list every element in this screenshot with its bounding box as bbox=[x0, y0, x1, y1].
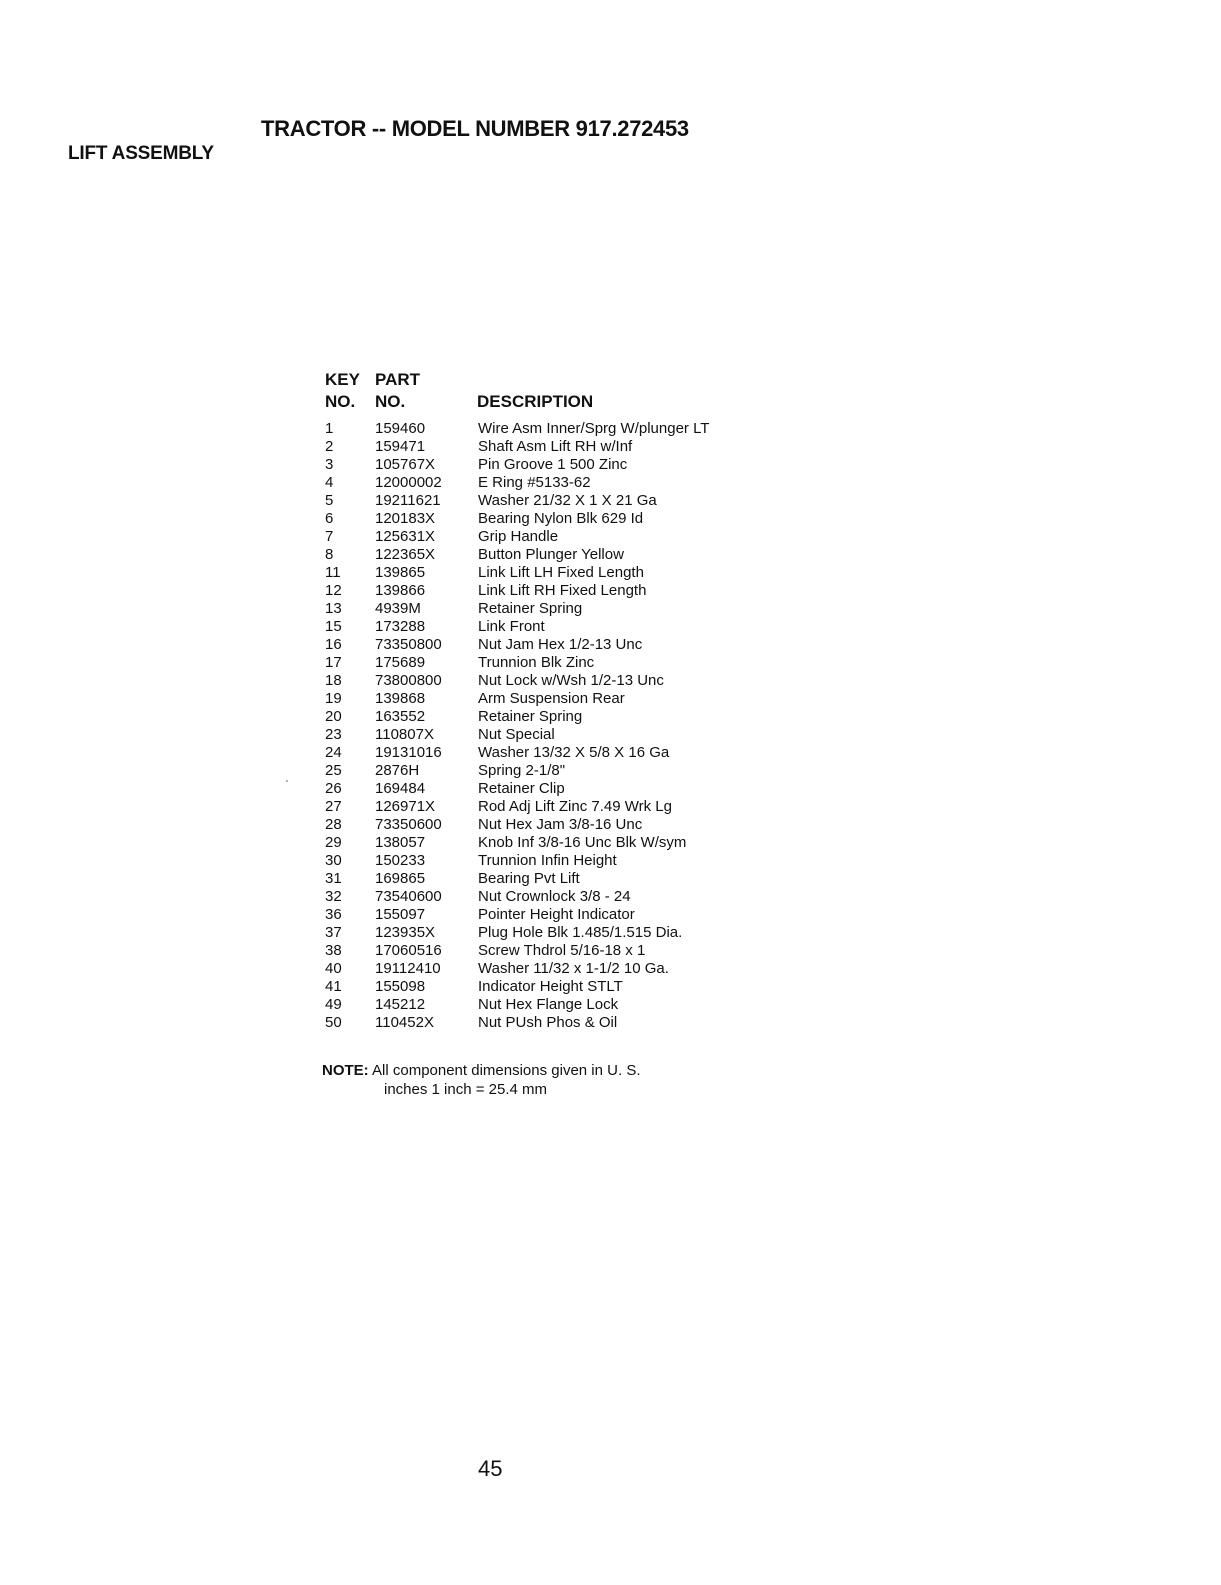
key-no-cell: 40 bbox=[325, 960, 342, 977]
table-row bbox=[325, 528, 765, 546]
section-title: LIFT ASSEMBLY bbox=[68, 143, 214, 164]
key-no-cell: 19 bbox=[325, 690, 342, 707]
page-number: 45 bbox=[478, 1456, 503, 1481]
part-no-cell: 163552 bbox=[375, 708, 426, 725]
description-cell: Retainer Clip bbox=[478, 780, 565, 797]
part-no-cell: 139868 bbox=[375, 690, 426, 707]
description-cell: Knob Inf 3/8-16 Unc Blk W/sym bbox=[478, 834, 687, 851]
description-cell: Retainer Spring bbox=[478, 600, 583, 617]
table-row bbox=[325, 1014, 765, 1032]
key-no-cell: 26 bbox=[325, 780, 342, 797]
key-no-cell: 20 bbox=[325, 708, 342, 725]
key-no-cell: 4 bbox=[325, 474, 334, 491]
part-no-cell: 169865 bbox=[375, 870, 426, 887]
part-no-cell: 139865 bbox=[375, 564, 426, 581]
description-cell: Shaft Asm Lift RH w/Inf bbox=[478, 438, 633, 455]
description-cell: Button Plunger Yellow bbox=[478, 546, 624, 563]
key-no-cell: 37 bbox=[325, 924, 342, 941]
description-cell: Retainer Spring bbox=[478, 708, 583, 725]
key-no-cell: 12 bbox=[325, 582, 342, 599]
description-cell: Nut Lock w/Wsh 1/2-13 Unc bbox=[478, 672, 664, 689]
key-no-cell: 8 bbox=[325, 546, 334, 563]
part-no-cell: 110807X bbox=[375, 726, 434, 743]
key-no-cell: 29 bbox=[325, 834, 342, 851]
table-row bbox=[325, 762, 765, 780]
key-no-cell: 24 bbox=[325, 744, 342, 761]
table-row bbox=[325, 582, 765, 600]
part-no-cell: 2876H bbox=[375, 762, 420, 779]
header-part-line1: PART bbox=[375, 370, 421, 389]
description-cell: Trunnion Blk Zinc bbox=[478, 654, 595, 671]
description-cell: Washer 11/32 x 1-1/2 10 Ga. bbox=[478, 960, 669, 977]
key-no-cell: 28 bbox=[325, 816, 342, 833]
table-row bbox=[325, 780, 765, 798]
key-no-cell: 2 bbox=[325, 438, 334, 455]
key-no-cell: 31 bbox=[325, 870, 342, 887]
key-no-cell: 13 bbox=[325, 600, 342, 617]
table-row bbox=[325, 906, 765, 924]
key-no-cell: 23 bbox=[325, 726, 342, 743]
part-no-cell: 155098 bbox=[375, 978, 426, 995]
key-no-cell: 11 bbox=[325, 564, 341, 581]
table-row bbox=[325, 924, 765, 942]
description-cell: Screw Thdrol 5/16-18 x 1 bbox=[478, 942, 646, 959]
part-no-cell: 17060516 bbox=[375, 942, 442, 959]
note-label: NOTE: bbox=[322, 1062, 369, 1079]
part-no-cell: 169484 bbox=[375, 780, 426, 797]
table-row bbox=[325, 996, 765, 1014]
description-cell: Bearing Nylon Blk 629 Id bbox=[478, 510, 644, 527]
table-row bbox=[325, 564, 765, 582]
table-row bbox=[325, 978, 765, 996]
table-row bbox=[325, 456, 765, 474]
note-line1: All component dimensions given in U. S. bbox=[372, 1062, 641, 1079]
note bbox=[322, 1061, 641, 1099]
key-no-cell: 18 bbox=[325, 672, 342, 689]
table-row bbox=[325, 438, 765, 456]
part-no-cell: 105767X bbox=[375, 456, 436, 473]
part-no-cell: 175689 bbox=[375, 654, 426, 671]
table-row bbox=[325, 654, 765, 672]
key-no-cell: 25 bbox=[325, 762, 342, 779]
table-row bbox=[325, 510, 765, 528]
part-no-cell: 120183X bbox=[375, 510, 436, 527]
key-no-cell: 7 bbox=[325, 528, 334, 545]
description-cell: Washer 13/32 X 5/8 X 16 Ga bbox=[478, 744, 670, 761]
key-no-cell: 41 bbox=[325, 978, 342, 995]
part-no-cell: 138057 bbox=[375, 834, 426, 851]
part-no-cell: 155097 bbox=[375, 906, 426, 923]
key-no-cell: 3 bbox=[325, 456, 334, 473]
description-cell: Bearing Pvt Lift bbox=[478, 870, 580, 887]
description-cell: Indicator Height STLT bbox=[478, 978, 623, 995]
table-row bbox=[325, 888, 765, 906]
description-cell: Grip Handle bbox=[478, 528, 559, 545]
part-no-cell: 110452X bbox=[375, 1014, 434, 1031]
header-description: DESCRIPTION bbox=[477, 392, 594, 411]
scan-speck bbox=[286, 780, 288, 782]
part-no-cell: 139866 bbox=[375, 582, 426, 599]
description-cell: Nut Crownlock 3/8 - 24 bbox=[478, 888, 631, 905]
table-row bbox=[325, 492, 765, 510]
part-no-cell: 73800800 bbox=[375, 672, 442, 689]
part-no-cell: 145212 bbox=[375, 996, 426, 1013]
part-no-cell: 19131016 bbox=[375, 744, 442, 761]
part-no-cell: 159460 bbox=[375, 420, 426, 437]
key-no-cell: 30 bbox=[325, 852, 342, 869]
table-row bbox=[325, 798, 765, 816]
key-no-cell: 27 bbox=[325, 798, 342, 815]
header-key-line1: KEY bbox=[325, 370, 360, 389]
table-row bbox=[325, 690, 765, 708]
table-row bbox=[325, 708, 765, 726]
table-row bbox=[325, 618, 765, 636]
description-cell: Spring 2-1/8" bbox=[478, 762, 566, 779]
table-row bbox=[325, 474, 765, 492]
part-no-cell: 126971X bbox=[375, 798, 436, 815]
part-no-cell: 19112410 bbox=[375, 960, 441, 977]
table-row bbox=[325, 744, 765, 762]
description-cell: Link Lift RH Fixed Length bbox=[478, 582, 647, 599]
description-cell: Nut Hex Flange Lock bbox=[478, 996, 619, 1013]
part-no-cell: 4939M bbox=[375, 600, 421, 617]
key-no-cell: 17 bbox=[325, 654, 342, 671]
table-row bbox=[325, 942, 765, 960]
part-no-cell: 123935X bbox=[375, 924, 436, 941]
part-no-cell: 73350600 bbox=[375, 816, 442, 833]
description-cell: Wire Asm Inner/Sprg W/plunger LT bbox=[478, 420, 710, 437]
description-cell: Washer 21/32 X 1 X 21 Ga bbox=[478, 492, 657, 509]
table-row bbox=[325, 834, 765, 852]
note-line2: inches 1 inch = 25.4 mm bbox=[384, 1081, 548, 1098]
page-title: TRACTOR -- MODEL NUMBER 917.272453 bbox=[261, 116, 689, 141]
table-row bbox=[325, 420, 765, 438]
part-no-cell: 12000002 bbox=[375, 474, 442, 491]
description-cell: Plug Hole Blk 1.485/1.515 Dia. bbox=[478, 924, 683, 941]
key-no-cell: 49 bbox=[325, 996, 342, 1013]
description-cell: Nut Hex Jam 3/8-16 Unc bbox=[478, 816, 643, 833]
key-no-cell: 1 bbox=[325, 420, 334, 437]
part-no-cell: 173288 bbox=[375, 618, 426, 635]
table-row bbox=[325, 546, 765, 564]
parts-table bbox=[325, 420, 765, 1032]
table-row bbox=[325, 672, 765, 690]
table-row bbox=[325, 852, 765, 870]
table-row bbox=[325, 870, 765, 888]
description-cell: E Ring #5133-62 bbox=[478, 474, 591, 491]
key-no-cell: 16 bbox=[325, 636, 342, 653]
key-no-cell: 50 bbox=[325, 1014, 342, 1031]
part-no-cell: 122365X bbox=[375, 546, 436, 563]
description-cell: Arm Suspension Rear bbox=[478, 690, 625, 707]
table-row bbox=[325, 960, 765, 978]
description-cell: Nut Jam Hex 1/2-13 Unc bbox=[478, 636, 643, 653]
table-row bbox=[325, 726, 765, 744]
key-no-cell: 36 bbox=[325, 906, 342, 923]
part-no-cell: 125631X bbox=[375, 528, 436, 545]
part-no-cell: 73540600 bbox=[375, 888, 442, 905]
part-no-cell: 150233 bbox=[375, 852, 426, 869]
description-cell: Trunnion Infin Height bbox=[478, 852, 617, 869]
part-no-cell: 159471 bbox=[375, 438, 426, 455]
header-part-line2: NO. bbox=[375, 392, 406, 411]
header-key-line2: NO. bbox=[325, 392, 356, 411]
part-no-cell: 19211621 bbox=[375, 492, 441, 509]
key-no-cell: 38 bbox=[325, 942, 342, 959]
description-cell: Link Front bbox=[478, 618, 545, 635]
key-no-cell: 5 bbox=[325, 492, 334, 509]
description-cell: Nut PUsh Phos & Oil bbox=[478, 1014, 618, 1031]
description-cell: Pointer Height Indicator bbox=[478, 906, 635, 923]
key-no-cell: 6 bbox=[325, 510, 334, 527]
description-cell: Link Lift LH Fixed Length bbox=[478, 564, 644, 581]
table-row bbox=[325, 600, 765, 618]
table-row bbox=[325, 816, 765, 834]
key-no-cell: 32 bbox=[325, 888, 342, 905]
description-cell: Pin Groove 1 500 Zinc bbox=[478, 456, 628, 473]
key-no-cell: 15 bbox=[325, 618, 342, 635]
part-no-cell: 73350800 bbox=[375, 636, 442, 653]
description-cell: Nut Special bbox=[478, 726, 555, 743]
table-row bbox=[325, 636, 765, 654]
description-cell: Rod Adj Lift Zinc 7.49 Wrk Lg bbox=[478, 798, 672, 815]
